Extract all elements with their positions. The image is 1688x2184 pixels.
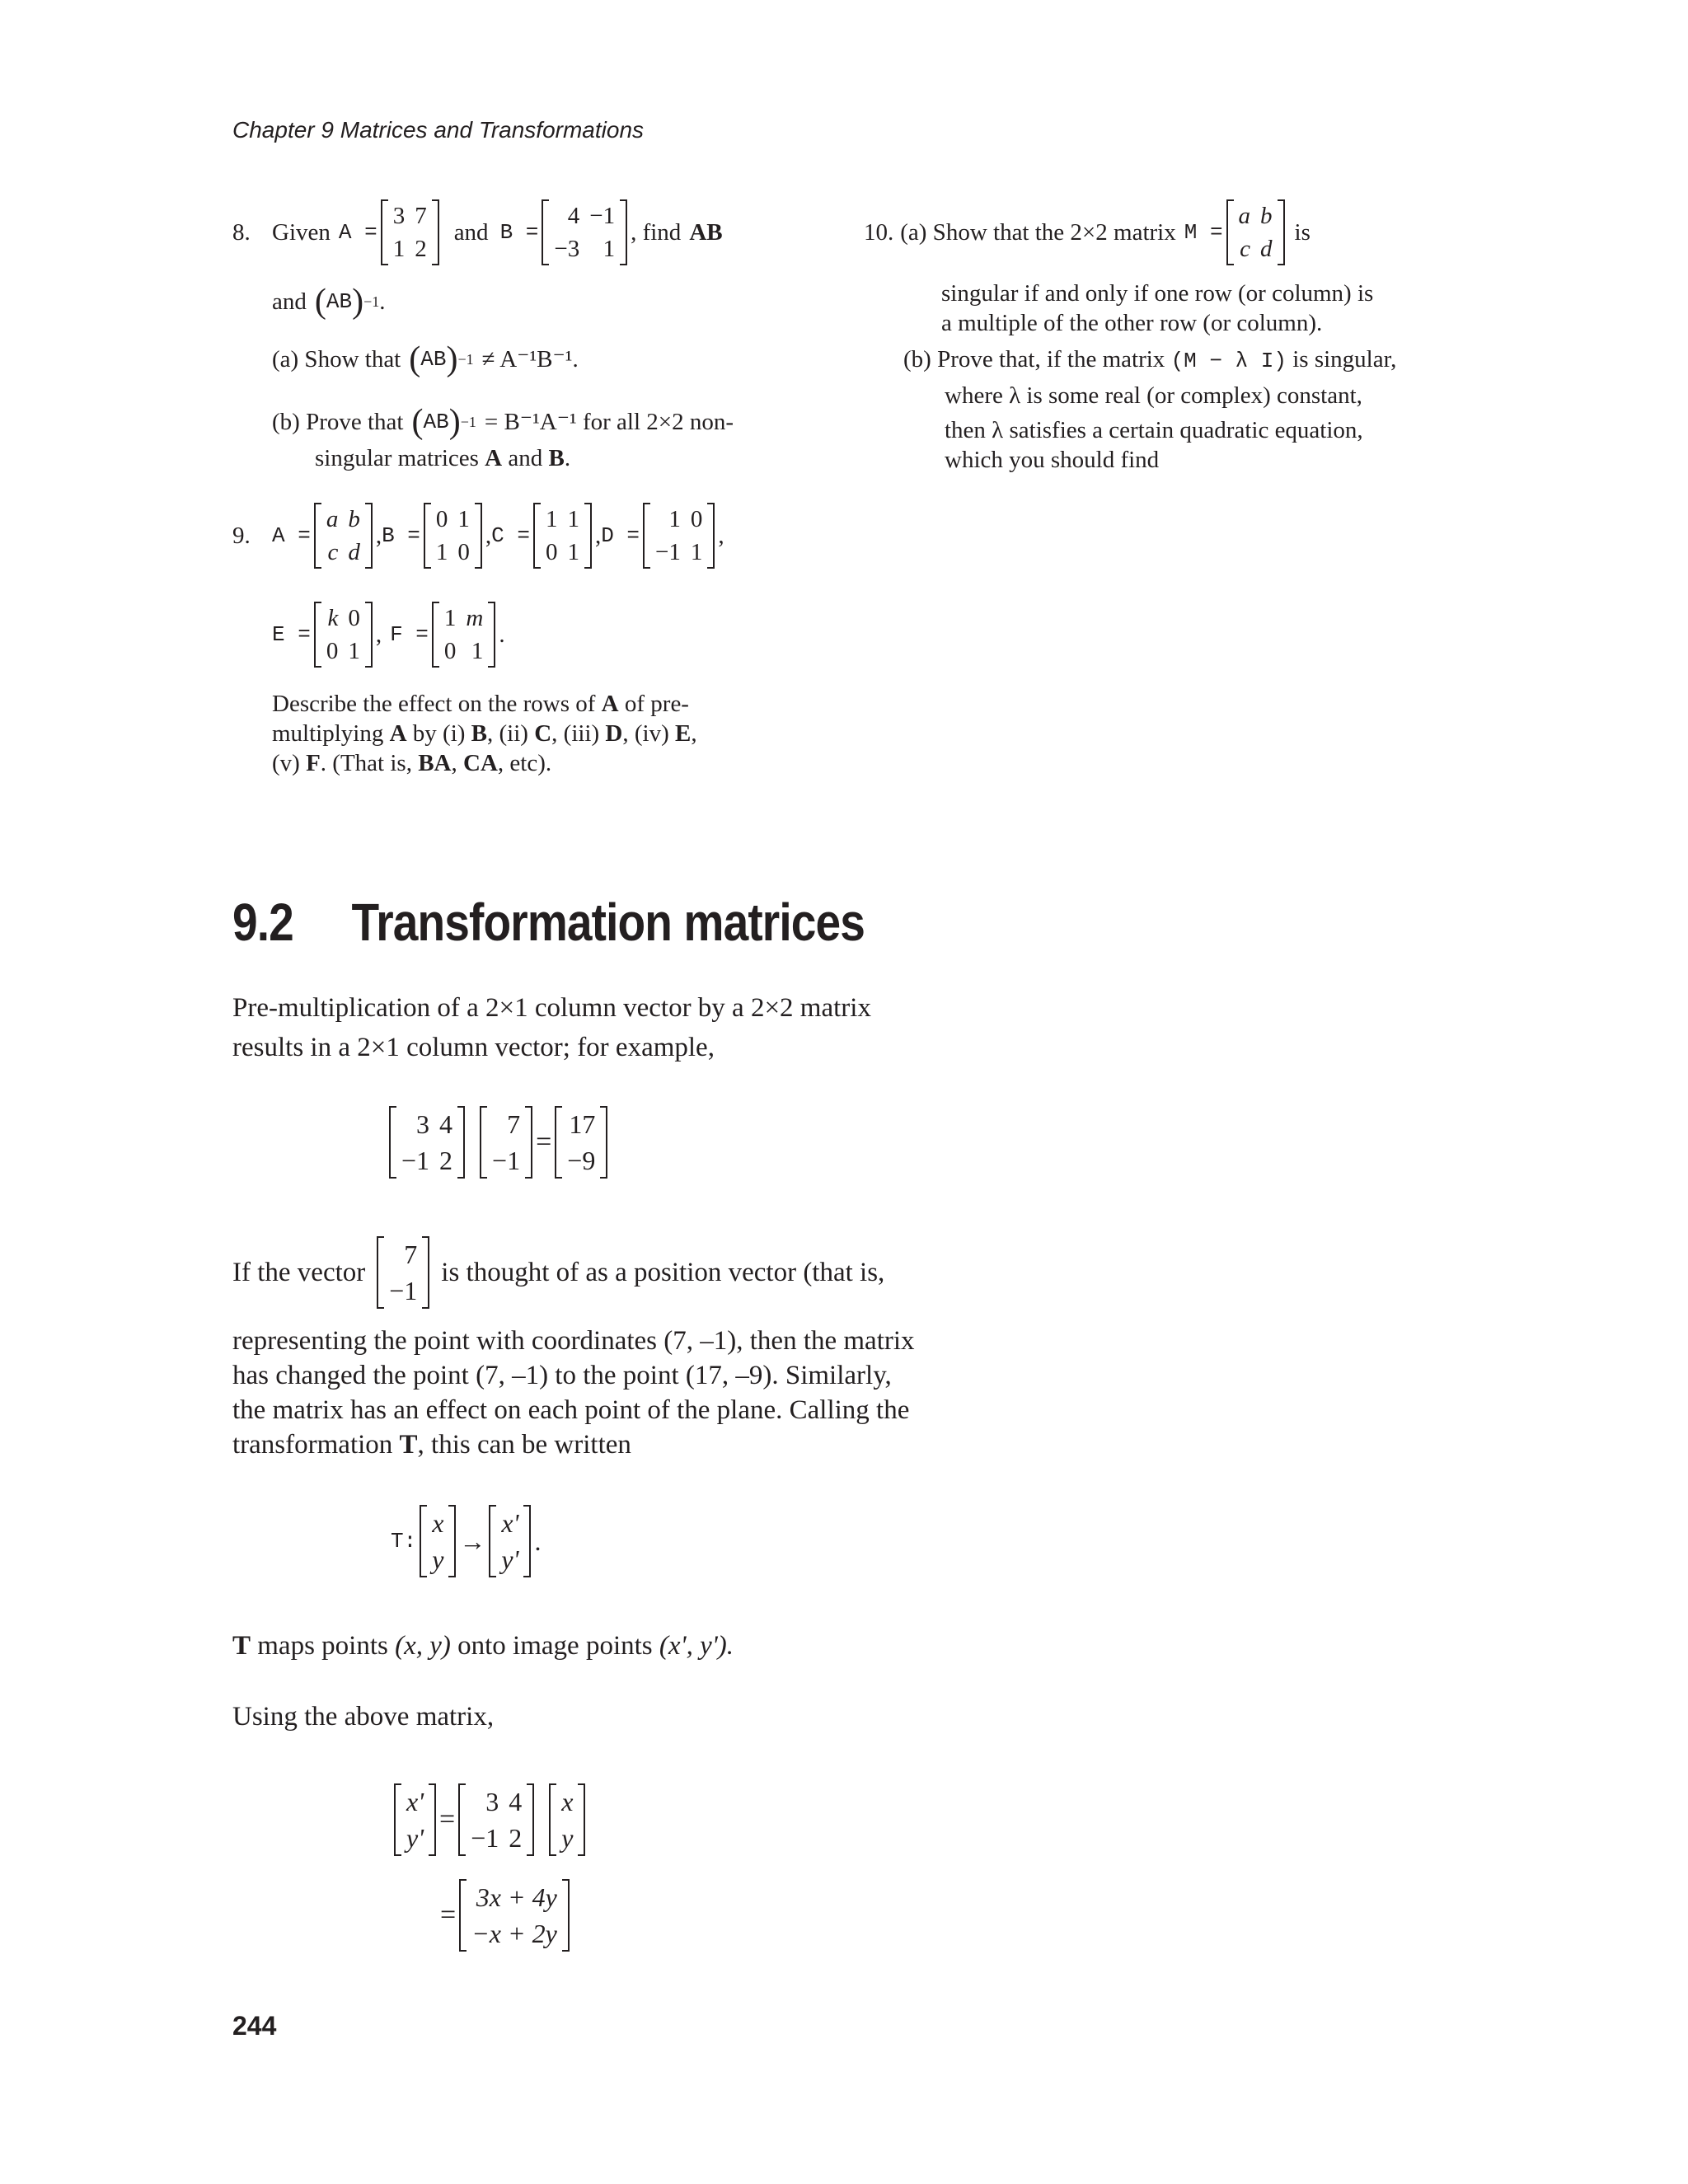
matrix-label-c: C = xyxy=(491,523,530,548)
text: BA xyxy=(418,750,452,776)
matrix-cell: c xyxy=(327,539,339,565)
matrix-b xyxy=(424,503,482,569)
text: by (i) xyxy=(412,720,466,747)
text: AB xyxy=(420,347,447,372)
vector xyxy=(489,1505,531,1577)
matrix-cell: 0 xyxy=(443,638,457,664)
vector xyxy=(549,1783,585,1856)
text: (v) xyxy=(272,750,300,776)
matrix-label-a: A = xyxy=(338,220,377,245)
exercise-9-text: Describe the effect on the rows of A of pre- multiplying A by (i) B, (ii) C, (iii) D, (iv) E, (v) F. (That is, BA, CA, etc). xyxy=(272,691,697,776)
text: If the vector xyxy=(232,1258,366,1287)
matrix-a xyxy=(314,503,373,569)
text: , (iv) xyxy=(622,720,669,747)
text: = xyxy=(439,1804,456,1835)
matrix-e xyxy=(314,602,373,668)
vector xyxy=(394,1783,436,1856)
matrix-cell: 1 xyxy=(471,638,484,664)
equation-1 xyxy=(386,1106,611,1179)
matrix-cell: x' xyxy=(501,1508,519,1538)
text: F xyxy=(306,750,321,776)
matrix-m xyxy=(1226,199,1285,265)
text: . xyxy=(534,1526,542,1556)
text: (x', y'). xyxy=(659,1631,734,1661)
paragraph-3 xyxy=(232,1629,734,1663)
matrix-cell: 0 xyxy=(326,638,339,664)
matrix-cell: y' xyxy=(406,1823,424,1853)
matrix-cell: 3 xyxy=(416,1109,430,1139)
matrix-label-m: M = xyxy=(1184,220,1223,245)
text: representing the point with coordinates (7, –1), then the matrix xyxy=(232,1326,915,1356)
text: Describe the effect on the rows of xyxy=(272,691,596,717)
matrix-cell: 1 xyxy=(545,506,558,532)
text: (a) Show that the 2×2 matrix xyxy=(900,219,1176,246)
text: which you should find xyxy=(945,447,1160,473)
matrix-cell: b xyxy=(348,506,360,532)
text: A xyxy=(485,445,503,471)
matrix-label-a: A = xyxy=(272,523,311,548)
exercise-9-line2: E = k 0 0 1 , F = 1 m 0 1 . xyxy=(272,602,505,668)
vector xyxy=(480,1106,532,1179)
exercise-10a-cont xyxy=(941,279,1373,338)
exercise-10b xyxy=(903,344,1396,475)
exercise-number: 9. xyxy=(232,523,251,549)
section-number: 9.2 xyxy=(232,893,293,952)
matrix-cell: 1 xyxy=(668,506,681,532)
matrix-cell: y' xyxy=(501,1544,519,1574)
text: maps points xyxy=(257,1631,388,1661)
text: −1 xyxy=(457,351,474,368)
matrix-cell: 2 xyxy=(439,1146,453,1175)
equation-3-line1 xyxy=(391,1783,588,1856)
matrix-cell: d xyxy=(348,539,360,565)
text: onto image points xyxy=(457,1631,653,1661)
text: , find xyxy=(631,219,682,246)
text: and xyxy=(272,288,307,315)
matrix-cell: b xyxy=(1260,203,1273,229)
text: AB xyxy=(689,219,723,246)
matrix-cell: m xyxy=(466,605,484,631)
text: results in a 2×1 column vector; for example, xyxy=(232,1033,715,1062)
exercise-8-line2: and ( AB ) −1 . xyxy=(272,283,386,321)
matrix-cell: 4 xyxy=(439,1109,453,1139)
matrix-cell: 0 xyxy=(545,539,558,565)
text: −1 xyxy=(460,414,476,430)
matrix-cell: k xyxy=(327,605,339,631)
matrix-label-e: E = xyxy=(272,622,311,647)
page-number: 244 xyxy=(232,2011,277,2041)
text: is xyxy=(1294,219,1311,246)
matrix-cell: 1 xyxy=(457,506,470,532)
text: (x, y) xyxy=(395,1631,451,1661)
matrix-cell: 0 xyxy=(435,506,448,532)
matrix-cell: −1 xyxy=(492,1146,521,1175)
matrix-cell: 0 xyxy=(690,506,703,532)
matrix-cell: 0 xyxy=(348,605,360,631)
matrix-cell: 0 xyxy=(457,539,470,565)
paragraph-vector xyxy=(232,1236,884,1309)
text: (a) Show that xyxy=(272,346,401,373)
text: of pre- xyxy=(624,691,689,717)
matrix xyxy=(389,1106,465,1179)
matrix-cell: −9 xyxy=(567,1146,596,1175)
exercise-8b: (b) Prove that ( AB ) −1 = B⁻¹A⁻¹ for all 2×2 non- xyxy=(272,403,734,441)
exercise-10-line1 xyxy=(864,199,1311,265)
matrix-cell: a xyxy=(1238,203,1251,229)
text: CA xyxy=(463,750,498,776)
text: transformation xyxy=(232,1430,393,1460)
equation-2 xyxy=(391,1505,541,1577)
matrix-cell: 1 xyxy=(567,539,579,565)
matrix-b xyxy=(542,199,627,265)
matrix-cell: 4 xyxy=(567,203,580,229)
text: . (That is, xyxy=(320,750,412,776)
text: and xyxy=(453,219,489,246)
text: singular matrices xyxy=(315,445,479,471)
text: = xyxy=(440,1900,457,1930)
matrix-label-d: D = xyxy=(601,523,640,548)
text: is singular, xyxy=(1292,346,1397,373)
matrix-cell: 1 xyxy=(392,236,406,262)
text: B xyxy=(548,445,565,471)
text: D xyxy=(605,720,623,747)
text: (b) Prove that xyxy=(272,409,404,435)
matrix-cell: x xyxy=(561,1787,574,1816)
text: then λ satisfies a certain quadratic equation, xyxy=(945,417,1363,443)
text: ≠ A⁻¹B⁻¹. xyxy=(481,346,579,373)
matrix-cell: 2 xyxy=(415,236,427,262)
matrix-cell: −1 xyxy=(471,1823,499,1853)
matrix-cell: d xyxy=(1260,236,1273,262)
matrix-c xyxy=(533,503,592,569)
matrix-cell: 7 xyxy=(507,1109,521,1139)
text: (b) Prove that, if the matrix xyxy=(903,346,1165,373)
matrix-cell: −1 xyxy=(589,203,616,229)
exercise-8-line1 xyxy=(232,199,723,265)
matrix xyxy=(458,1783,534,1856)
matrix-cell: x xyxy=(432,1508,444,1538)
text: = B⁻¹A⁻¹ for all 2×2 non- xyxy=(484,409,734,435)
text: is thought of as a position vector (that is, xyxy=(441,1258,885,1287)
text: etc). xyxy=(509,750,552,776)
matrix-cell: −1 xyxy=(401,1146,430,1175)
text: Given xyxy=(272,219,331,246)
matrix-cell: −3 xyxy=(554,236,580,262)
text: T xyxy=(232,1631,251,1661)
equation-3-line2 xyxy=(440,1879,573,1952)
text: Pre-multiplication of a 2×1 column vector by a 2×2 matrix xyxy=(232,993,871,1023)
text: A xyxy=(601,691,619,717)
paragraph-2 xyxy=(232,1324,915,1462)
text: has changed the point (7, –1) to the point (17, –9). Similarly, xyxy=(232,1361,892,1390)
text: , (iii) xyxy=(551,720,600,747)
text: T xyxy=(399,1430,418,1460)
matrix-cell: −1 xyxy=(389,1276,418,1305)
matrix-label-b: B = xyxy=(382,523,420,548)
text: C xyxy=(534,720,552,747)
matrix-cell: 1 xyxy=(690,539,703,565)
vector xyxy=(420,1505,456,1577)
paragraph-1 xyxy=(232,991,871,1065)
text: (M − λ I) xyxy=(1170,349,1287,373)
matrix-cell: y xyxy=(561,1823,574,1853)
matrix-label-f: F = xyxy=(390,622,429,647)
text: = xyxy=(536,1127,552,1157)
vector xyxy=(377,1236,429,1309)
text: , (ii) xyxy=(487,720,528,747)
matrix-cell: 1 xyxy=(348,638,360,664)
matrix-cell: 17 xyxy=(569,1109,596,1139)
matrix-cell: 7 xyxy=(404,1240,418,1269)
matrix-cell: 3 xyxy=(392,203,406,229)
text: . xyxy=(379,288,386,315)
text: . xyxy=(564,445,571,471)
matrix-cell: y xyxy=(432,1544,444,1574)
matrix-cell: 1 xyxy=(435,539,448,565)
text: −1 xyxy=(363,293,380,310)
matrix-cell: c xyxy=(1240,236,1251,262)
matrix-cell: −1 xyxy=(655,539,681,565)
exercise-8b-line2 xyxy=(315,443,570,473)
text: A xyxy=(389,720,407,747)
matrix-cell: 3 xyxy=(485,1787,499,1816)
text: E xyxy=(674,720,692,747)
text: where λ is some real (or complex) constant, xyxy=(945,382,1362,409)
matrix-cell: 3x + 4y xyxy=(476,1882,557,1912)
matrix-label-b: B = xyxy=(499,220,539,245)
paragraph-4: Using the above matrix, xyxy=(232,1702,495,1732)
text: multiplying xyxy=(272,720,384,747)
matrix-cell: 2 xyxy=(509,1823,523,1853)
text: the matrix has an effect on each point of the plane. Calling the xyxy=(232,1395,910,1425)
matrix-cell: 4 xyxy=(509,1787,523,1816)
arrow-icon: → xyxy=(459,1526,486,1556)
matrix-cell: a xyxy=(326,506,339,532)
matrix-d xyxy=(643,503,715,569)
matrix-cell: 1 xyxy=(443,605,457,631)
text: AB xyxy=(423,410,449,434)
section-heading xyxy=(232,892,865,953)
matrix-cell: 1 xyxy=(567,506,579,532)
matrix-cell: 1 xyxy=(603,236,616,262)
text: , this can be written xyxy=(417,1430,631,1460)
exercise-8a: (a) Show that ( AB ) −1 ≠ A⁻¹B⁻¹. xyxy=(272,340,579,378)
text: a multiple of the other row (or column). xyxy=(941,310,1323,336)
text: singular if and only if one row (or column) is xyxy=(941,280,1374,307)
matrix-cell: −x + 2y xyxy=(471,1919,557,1948)
matrix-cell: 7 xyxy=(415,203,427,229)
text: B xyxy=(471,720,488,747)
text: T: xyxy=(391,1529,417,1554)
exercise-9-line1: 9. A = a b c d , B = 0 1 1 0 , C = 1 1 0 1 , D = 1 0 −1 1 , xyxy=(232,503,724,569)
chapter-header: Chapter 9 Matrices and Transformations xyxy=(232,117,645,143)
section-title: Transformation matrices xyxy=(351,893,865,952)
result-vector xyxy=(555,1106,607,1179)
result-vector xyxy=(459,1879,570,1952)
exercise-number: 8. xyxy=(232,219,251,246)
matrix-f xyxy=(432,602,495,668)
text: and xyxy=(508,445,543,471)
matrix-cell: x' xyxy=(406,1787,424,1816)
matrix-a xyxy=(381,199,439,265)
exercise-number: 10. xyxy=(864,219,894,246)
text: AB xyxy=(326,289,353,314)
